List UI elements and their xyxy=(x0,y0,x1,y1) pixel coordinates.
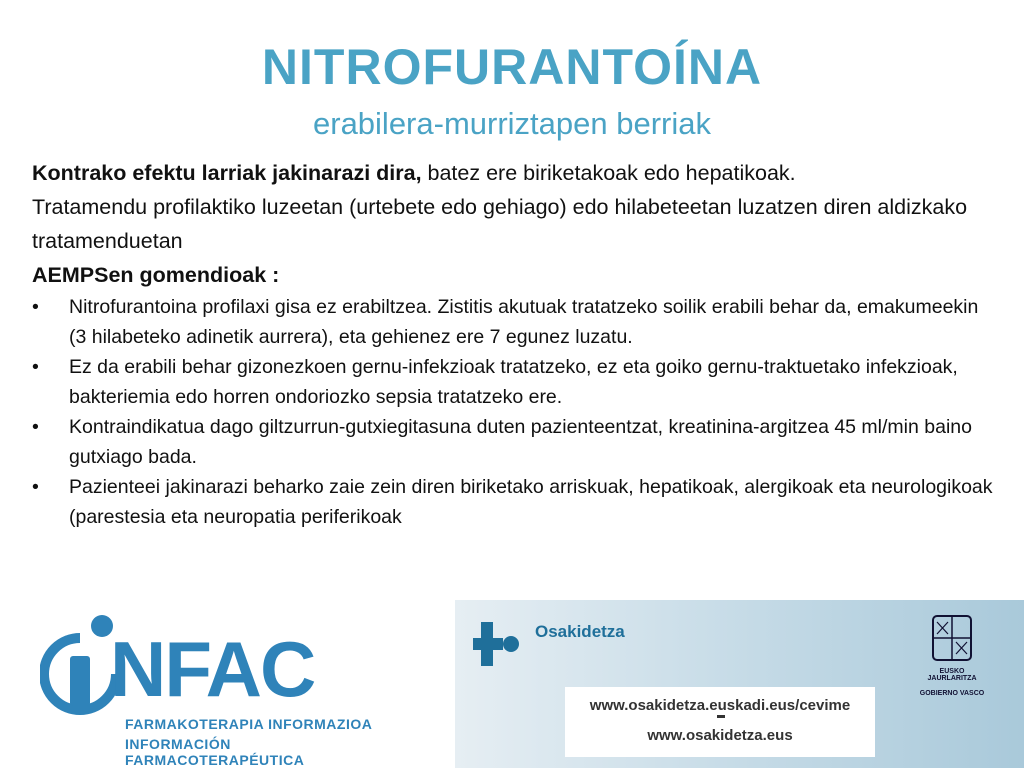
recommend-list xyxy=(32,292,994,532)
slide-body xyxy=(32,156,994,532)
page-title: NITROFURANTOÍNA xyxy=(261,39,763,95)
url-box xyxy=(565,687,875,757)
basque-government-logo xyxy=(915,612,989,720)
infac-tagline-eu: FARMAKOTERAPIA INFORMAZIOA xyxy=(125,716,373,732)
infac-tagline-es: INFORMACIÓN FARMACOTERAPÉUTICA xyxy=(125,736,305,768)
url-separator xyxy=(717,715,725,718)
intro-rest: batez ere biriketakoak edo hepatikoak. xyxy=(421,161,796,185)
info-i-icon xyxy=(40,608,120,718)
bullet-marker: • xyxy=(32,416,39,438)
intro-bold: Kontrako efektu larriak jakinarazi dira, xyxy=(32,161,422,185)
gov-text-eu: EUSKO JAURLARITZA xyxy=(927,668,977,682)
list-item xyxy=(32,352,994,412)
intro-line xyxy=(32,156,994,190)
infac-wordmark: NFAC xyxy=(110,625,315,713)
infac-logo xyxy=(40,608,380,768)
list-item-text: Ez da erabili behar gizonezkoen gernu-infekzioak tratatzeko, ez eta goiko gernu-traktuetako infekzioak, bakteriemia edo horren ondoriozko sepsia tratatzeko ere. xyxy=(69,356,958,408)
list-item xyxy=(32,412,994,472)
list-item xyxy=(32,292,994,352)
treatment-line: Tratamendu profilaktiko luzeetan (urtebete edo gehiago) edo hilabeteetan luzatzen diren aldizkako tratamenduetan xyxy=(32,195,968,253)
osakidetza-label: Osakidetza xyxy=(535,622,625,641)
bullet-marker: • xyxy=(32,356,39,378)
osakidetza-cross-icon xyxy=(473,622,523,672)
recommend-heading: AEMPSen gomendioak : xyxy=(32,263,280,287)
bullet-marker: • xyxy=(32,296,39,318)
osakidetza-link[interactable]: www.osakidetza.eus xyxy=(647,727,793,744)
gov-text-es: GOBIERNO VASCO xyxy=(919,690,985,697)
cevime-link[interactable]: www.osakidetza.euskadi.eus/cevime xyxy=(589,697,851,714)
page-subtitle: erabilera-murriztapen berriak xyxy=(313,106,711,141)
bullet-marker: • xyxy=(32,476,39,498)
list-item-text: Kontraindikatua dago giltzurrun-gutxiegitasuna duten pazienteentzat, kreatinina-argitzea 45 ml/min baino gutxiago bada. xyxy=(69,416,972,468)
list-item xyxy=(32,472,994,532)
list-item-text: Pazienteei jakinarazi beharko zaie zein diren biriketako arriskuak, hepatikoak, alergikoak eta neurologikoak (parestesia eta neuropatia periferikoak xyxy=(69,476,993,528)
osakidetza-banner xyxy=(455,600,1024,768)
list-item-text: Nitrofurantoina profilaxi gisa ez erabiltzea. Zistitis akutuak tratatzeko soilik erabili behar da, emakumeekin (3 hilabeteko adinetik aurrera), eta gehienez ere 7 egunez luzatu. xyxy=(69,296,979,348)
coat-of-arms-icon xyxy=(915,612,989,666)
